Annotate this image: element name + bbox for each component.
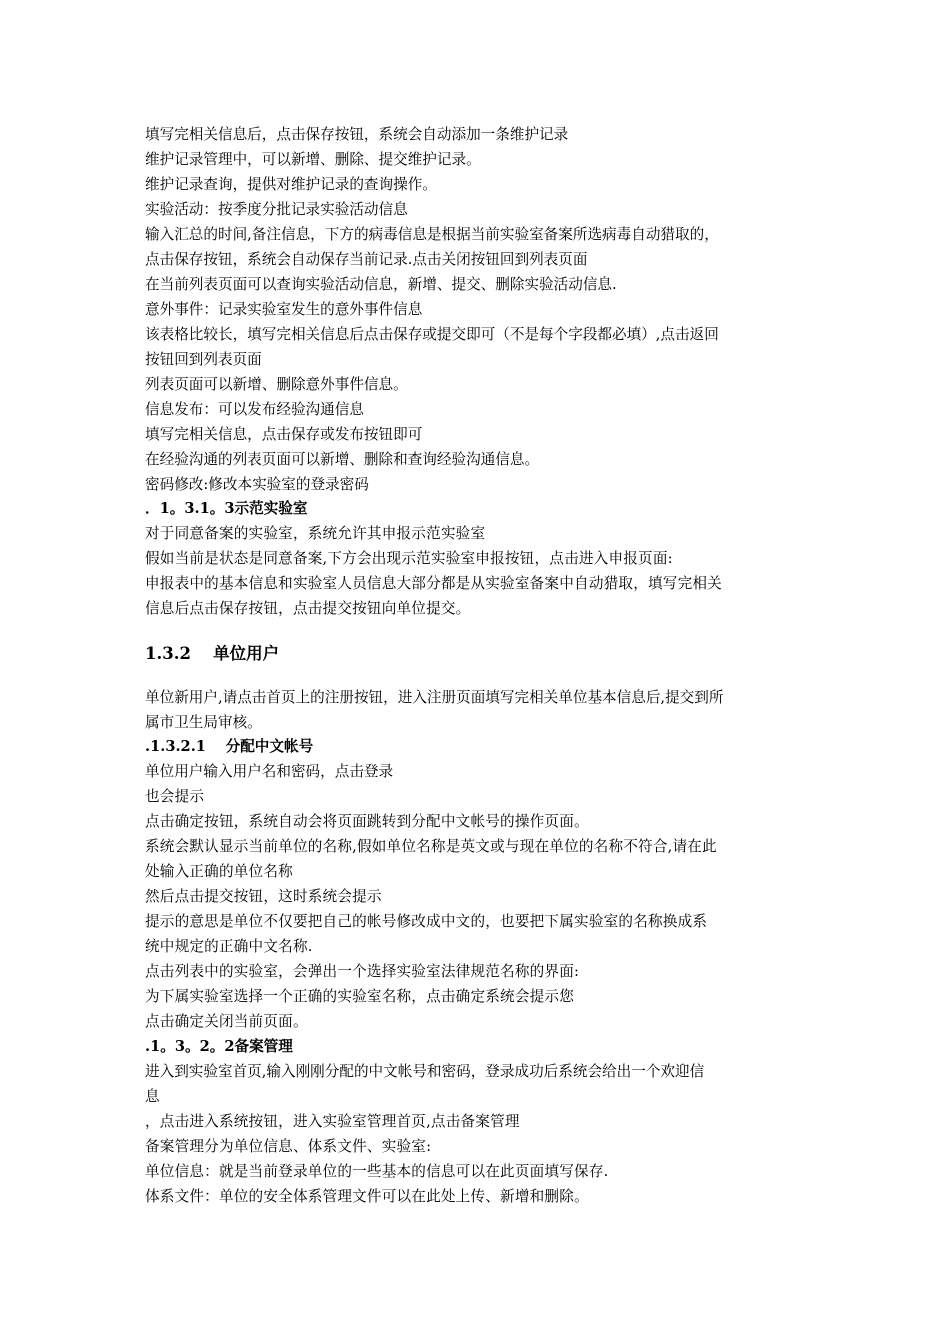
text-line: 假如当前是状态是同意备案,下方会出现示范实验室申报按钮，点击进入申报页面: — [145, 550, 673, 567]
text-line: 填写完相关信息，点击保存或发布按钮即可 — [145, 426, 423, 443]
text-line: 进入到实验室首页,输入刚刚分配的中文帐号和密码，登录成功后系统会给出一个欢迎信 — [145, 1063, 705, 1080]
text-line: 在经验沟通的列表页面可以新增、删除和查询经验沟通信息。 — [145, 451, 540, 468]
text-line: 在当前列表页面可以查询实验活动信息，新增、提交、删除实验活动信息. — [145, 276, 617, 293]
text-line: 实验活动：按季度分批记录实验活动信息 — [145, 201, 408, 218]
text-line: ，点击进入系统按钮，进入实验室管理首页,点击备案管理 — [145, 1113, 520, 1130]
text-line: 按钮回到列表页面 — [145, 351, 262, 368]
section-heading: .1。3。2。2备案管理 — [145, 1038, 293, 1055]
text-line: 单位用户输入用户名和密码，点击登录 — [145, 763, 394, 780]
text-line: 息 — [145, 1088, 160, 1105]
text-line: 该表格比较长，填写完相关信息后点击保存或提交即可（不是每个字段都必填）,点击返回 — [145, 326, 719, 343]
text-line: 点击确定按钮，系统自动会将页面跳转到分配中文帐号的操作页面。 — [145, 813, 589, 830]
text-line: 统中规定的正确中文名称. — [145, 938, 313, 955]
text-line: 体系文件：单位的安全体系管理文件可以在此处上传、新增和删除。 — [145, 1188, 589, 1205]
text-line: 信息后点击保存按钮，点击提交按钮向单位提交。 — [145, 600, 471, 617]
text-line: 属市卫生局审核。 — [145, 714, 262, 731]
text-line: 维护记录查询，提供对维护记录的查询操作。 — [145, 176, 437, 193]
text-line: 点击保存按钮，系统会自动保存当前记录.点击关闭按钮回到列表页面 — [145, 251, 588, 268]
text-line: 意外事件：记录实验室发生的意外事件信息 — [145, 301, 423, 318]
text-line: 列表页面可以新增、删除意外事件信息。 — [145, 376, 408, 393]
text-line: 输入汇总的时间,备注信息，下方的病毒信息是根据当前实验室备案所选病毒自动猎取的， — [145, 226, 719, 243]
section-heading: 1.3.2 单位用户 — [145, 644, 280, 663]
text-line: 为下属实验室选择一个正确的实验室名称，点击确定系统会提示您 — [145, 988, 575, 1005]
text-line: 提示的意思是单位不仅要把自己的帐号修改成中文的，也要把下属实验室的名称换成系 — [145, 913, 708, 930]
text-line: 维护记录管理中，可以新增、删除、提交维护记录。 — [145, 151, 481, 168]
text-line: 点击列表中的实验室，会弹出一个选择实验室法律规范名称的界面: — [145, 963, 580, 980]
text-line: 处输入正确的单位名称 — [145, 863, 293, 880]
text-line: 然后点击提交按钮，这时系统会提示 — [145, 888, 382, 905]
text-line: 信息发布：可以发布经验沟通信息 — [145, 401, 364, 418]
text-line: 也会提示 — [145, 788, 205, 805]
text-line: 备案管理分为单位信息、体系文件、实验室: — [145, 1138, 432, 1155]
text-line: 点击确定关闭当前页面。 — [145, 1013, 308, 1030]
text-line: 填写完相关信息后，点击保存按钮，系统会自动添加一条维护记录 — [145, 126, 569, 143]
text-line: 单位信息：就是当前登录单位的一些基本的信息可以在此页面填写保存. — [145, 1163, 609, 1180]
section-heading: ．1。3.1。3示范实验室 — [145, 500, 308, 517]
text-line: 系统会默认显示当前单位的名称,假如单位名称是英文或与现在单位的名称不符合,请在此 — [145, 838, 717, 855]
text-line: 申报表中的基本信息和实验室人员信息大部分都是从实验室备案中自动猎取，填写完相关 — [145, 575, 722, 592]
text-line: 密码修改:修改本实验室的登录密码 — [145, 476, 369, 493]
text-line: 对于同意备案的实验室，系统允许其申报示范实验室 — [145, 525, 486, 542]
text-line: 单位新用户,请点击首页上的注册按钮，进入注册页面填写完相关单位基本信息后,提交到所 — [145, 689, 724, 706]
section-heading: .1.3.2.1 分配中文帐号 — [145, 738, 314, 755]
